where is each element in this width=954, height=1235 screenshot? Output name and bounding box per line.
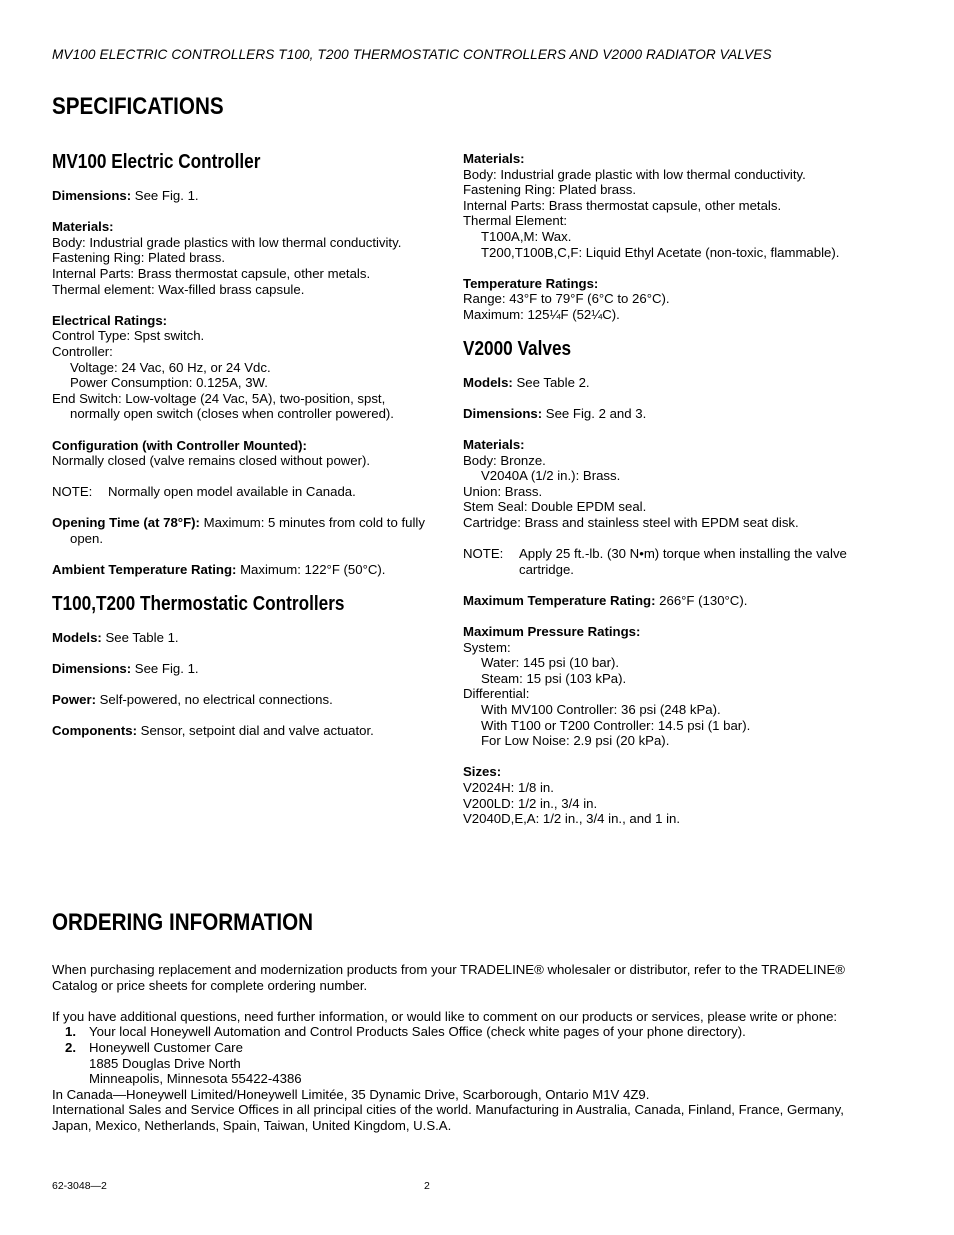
note-text: Normally open model available in Canada. [108,484,356,500]
label: Materials: [463,436,525,452]
temp-max: Maximum: 125¼F (52¼C). [463,306,620,322]
mv100-ambient [52,562,432,578]
address-line: 1885 Douglas Drive North [89,1055,241,1071]
material-line: Thermal Element: [463,213,568,229]
label: Opening Time (at 78°F): [52,515,200,531]
differential-item: With MV100 Controller: 36 psi (248 kPa). [481,702,721,717]
differential-item: For Low Noise: 2.9 psi (20 kPa). [481,733,670,749]
body-sub: V2040A (1/2 in.): Brass. [481,468,621,484]
label: Power: [52,692,96,708]
thermal-t200: T200,T100B,C,F: Liquid Ethyl Acetate (non-toxic, flammable). [481,244,840,260]
label: Electrical Ratings: [52,312,168,328]
label: Maximum Pressure Ratings: [463,624,641,640]
note-label: NOTE: [52,484,93,500]
system: System: [463,639,511,655]
t100-power [52,692,432,708]
label: Materials: [52,219,114,235]
v2000-sizes [463,764,863,826]
material-line: Internal Parts: Brass thermostat capsule, other metals. [52,265,371,281]
item-text: Your local Honeywell Automation and Control Products Sales Office (check white pages of your phone directory). [89,1024,746,1040]
label: Sizes: [463,764,502,780]
t100-models [52,630,432,646]
v2000-max-pressure [463,624,863,749]
label: Dimensions: [52,661,132,677]
item-number: 1. [65,1024,76,1040]
list-item [52,1024,852,1040]
label: Dimensions: [52,188,132,203]
item-number: 2. [65,1039,76,1055]
mv100-configuration [52,438,432,469]
material-line: Fastening Ring: Plated brass. [463,182,636,198]
v2000-note [463,546,863,577]
ordering-para2: If you have additional questions, need further information, or would like to comment on our products or services, please write or phone: [52,1008,838,1024]
value: See Table 2. [512,374,590,390]
mv100-materials [52,219,432,297]
value: Self-powered, no electrical connections. [95,692,333,708]
value: Normally closed (valve remains closed without power). [52,453,371,469]
body: Body: Bronze. [463,452,546,468]
left-column [52,150,432,755]
size-line: V2024H: 1/8 in. [463,779,554,795]
value: Sensor, setpoint dial and valve actuator. [136,723,374,739]
note-text: Apply 25 ft.-lb. (30 N•m) torque when installing the valve cartridge. [519,546,847,577]
value: See Fig. 2 and 3. [542,405,647,421]
v2000-dimensions [463,406,863,422]
controller: Controller: [52,343,113,359]
system-item: Steam: 15 psi (103 kPa). [481,670,627,686]
material-line: Body: Industrial grade plastics with low thermal conductivity. [52,234,402,250]
value: Maximum: 122°F (50°C). [236,562,386,578]
label: Maximum Temperature Rating: [463,592,656,608]
differential-item: With T100 or T200 Controller: 14.5 psi (1 bar). [481,717,751,733]
note-label: NOTE: [463,546,504,562]
label: Configuration (with Controller Mounted): [52,437,307,453]
label: Ambient Temperature Rating: [52,562,237,578]
v2000-max-temp [463,593,863,609]
value: Maximum: 5 minutes from cold to fully open. [70,515,425,547]
doc-number: 62-3048—2 [52,1180,107,1192]
material-line: Stem Seal: Double EPDM seal. [463,499,647,515]
material-line: Cartridge: Brass and stainless steel with EPDM seat disk. [463,514,799,530]
mv100-opening-time [52,515,432,546]
v2000-title: V2000 Valves [463,337,572,360]
t100-components [52,723,432,739]
label: Temperature Ratings: [463,275,599,291]
material-line: Internal Parts: Brass thermostat capsule, other metals. [463,197,782,213]
thermal-t100am: T100A,M: Wax. [481,228,572,244]
material-line: Fastening Ring: Plated brass. [52,250,225,266]
ordering-body [52,962,852,1134]
running-header: MV100 ELECTRIC CONTROLLERS T100, T200 THERMOSTATIC CONTROLLERS AND V2000 RADIATOR VALVES [52,47,772,62]
end-switch: End Switch: Low-voltage (24 Vac, 5A), two-position, spst, normally open switch (closes when controller powered). [52,390,394,422]
system-item: Water: 145 psi (10 bar). [481,655,620,671]
v2000-models [463,375,863,391]
material-line: Body: Industrial grade plastic with low thermal conductivity. [463,166,806,182]
t100-temperature-ratings [463,276,863,323]
size-line: V200LD: 1/2 in., 3/4 in. [463,795,598,811]
label: Models: [52,629,102,645]
material-line: Union: Brass. [463,483,543,499]
value: See Fig. 1. [131,188,199,203]
mv100-electrical-ratings [52,313,432,422]
specifications-title: SPECIFICATIONS [52,93,224,120]
right-column [463,151,863,842]
label: Dimensions: [463,405,543,421]
temp-range: Range: 43°F to 79°F (6°C to 26°C). [463,291,670,307]
contact-list [52,1024,852,1086]
mv100-title: MV100 Electric Controller [52,151,261,173]
voltage: Voltage: 24 Vac, 60 Hz, or 24 Vdc. [70,359,271,375]
value: See Table 1. [101,629,179,645]
international-info: International Sales and Service Offices in all principal cities of the world. Manufacturing in Australia, Canada, Finland, France, Germany, Japan, Mexico, Netherlands, Spain, Taiwan, United Kingdom, U.S.A. [52,1102,844,1133]
label: Materials: [463,151,525,166]
address-line: Minneapolis, Minnesota 55422-4386 [89,1071,302,1087]
mv100-note [52,484,432,500]
control-type: Control Type: Spst switch. [52,328,205,344]
t100-materials [463,151,863,260]
canada-info: In Canada—Honeywell Limited/Honeywell Limitée, 35 Dynamic Drive, Scarborough, Ontario M1V 4Z9. [52,1086,650,1102]
ordering-para1: When purchasing replacement and modernization products from your TRADELINE® wholesaler or distributor, refer to the TRADELINE® Catalog or price sheets for complete ordering number. [52,962,845,993]
label: Models: [463,374,513,390]
power-consumption: Power Consumption: 0.125A, 3W. [70,375,268,391]
v2000-materials [463,437,863,531]
t100-dimensions [52,661,432,677]
address-line: Honeywell Customer Care [89,1039,243,1055]
material-line: Thermal element: Wax-filled brass capsule. [52,281,305,297]
value: 266°F (130°C). [655,592,748,608]
page-number: 2 [424,1180,430,1192]
label: Components: [52,723,137,739]
ordering-title: ORDERING INFORMATION [52,909,314,936]
t100-title: T100,T200 Thermostatic Controllers [52,592,345,615]
mv100-dimensions [52,188,432,204]
list-item [52,1040,852,1087]
differential: Differential: [463,686,530,702]
size-line: V2040D,E,A: 1/2 in., 3/4 in., and 1 in. [463,811,681,827]
value: See Fig. 1. [131,661,199,677]
